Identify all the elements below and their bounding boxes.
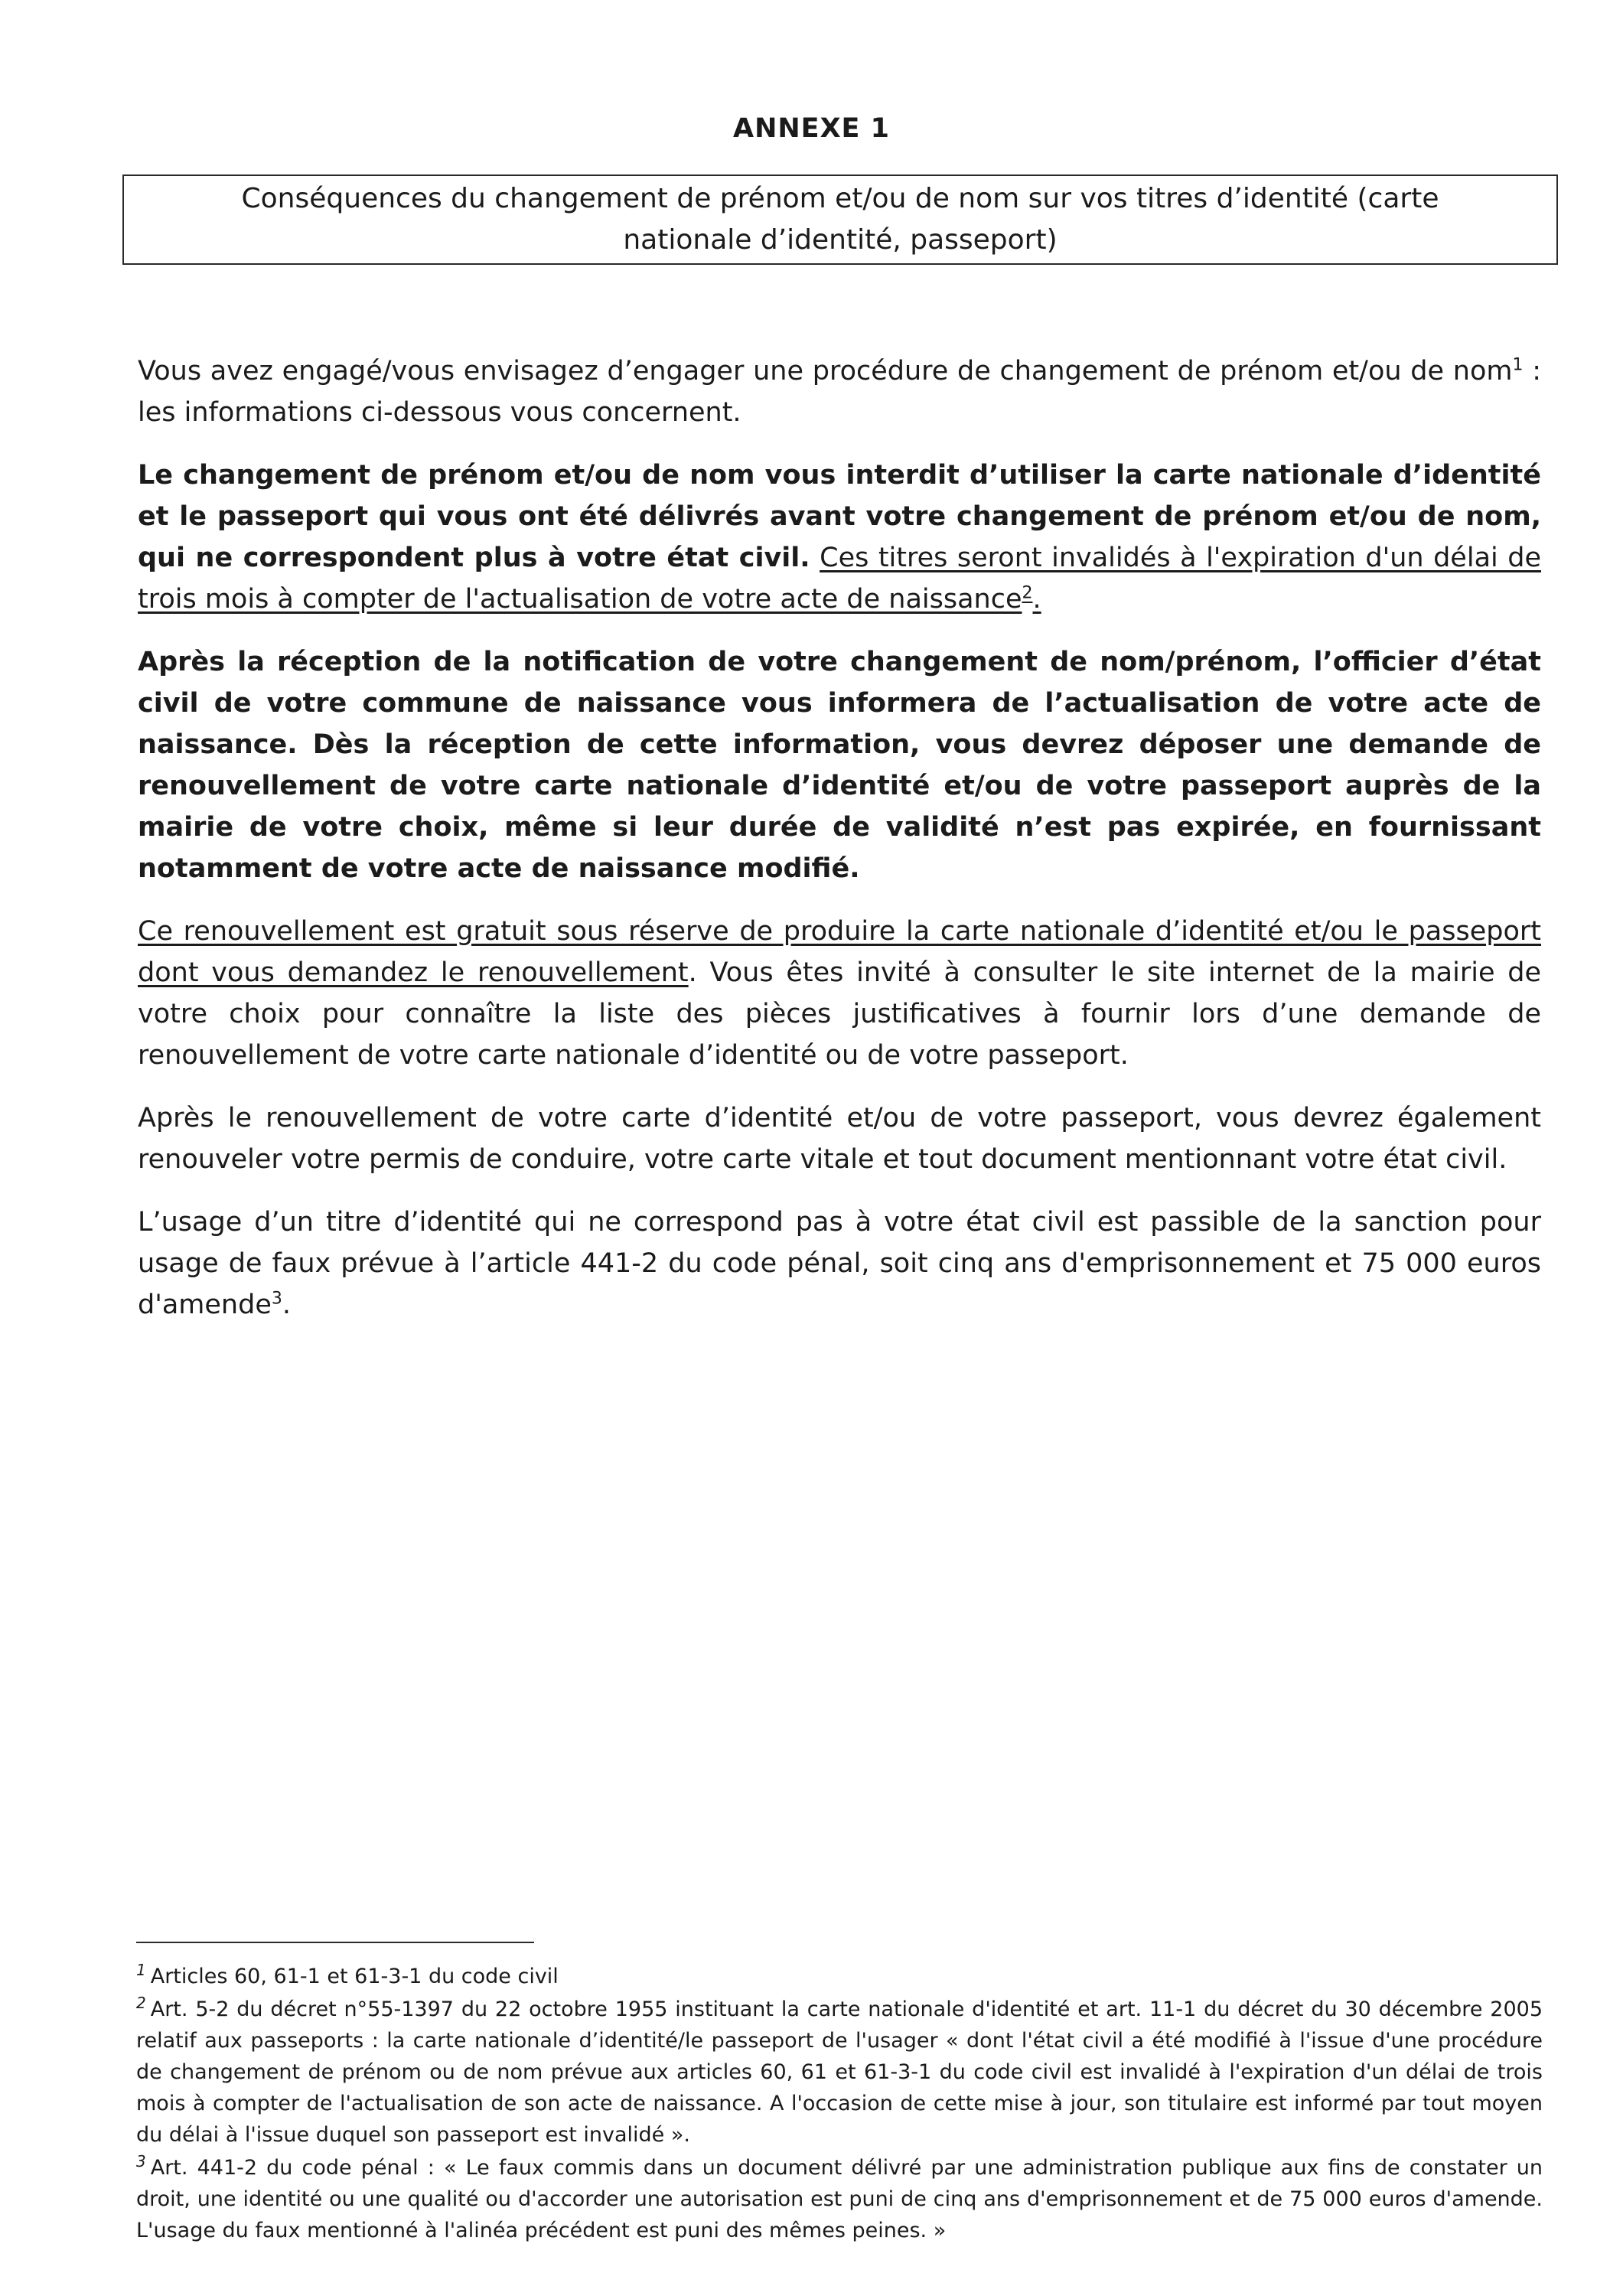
intro-text: Vous avez engagé/vous envisagez d’engager une procédure de changement de prénom et/ou de nom — [138, 356, 1513, 386]
annexe-title: ANNEXE 1 — [732, 113, 890, 144]
footnote-3-text: Art. 441-2 du code pénal : « Le faux commis dans un document délivré par une administration publique aux fins de constater un droit, une identité ou une qualité ou d'accorder une autorisation est puni de cinq ans d'emprisonnement et de 75 000 euros d'amende. L'usage du faux mentionné à l'alinéa précédent est puni des mêmes peines. » — [136, 2156, 1543, 2242]
invalidation-underlined-text: Ces titres seront invalidés à l'expiration d'un délai de trois mois à compter de l'actualisation de votre acte de naissance — [138, 543, 1541, 615]
paragraph-notification — [138, 641, 1541, 889]
footnotes — [136, 1961, 1543, 2248]
renouvellement-underlined-text: Ce renouvellement est gratuit sous réserve de produire la carte nationale d’identité et/ou le passeport dont vous demandez le renouvellement — [138, 916, 1541, 988]
intro-tail: : les informations ci-dessous vous concernent. — [138, 356, 1541, 428]
heading-text: Conséquences du changement de prénom et/ou de nom sur vos titres d’identité (carte nationale d’identité, passeport) — [241, 183, 1439, 256]
footnote-separator — [136, 1942, 534, 1943]
footnote-ref-2: 2 — [1022, 583, 1033, 603]
sanction-end: . — [282, 1290, 291, 1320]
permis-text: Après le renouvellement de votre carte d’identité et/ou de votre passeport, vous devrez également renouveler votre permis de conduire, votre carte vitale et tout document mentionnant votre état civil. — [138, 1103, 1541, 1175]
footnote-2-number: 2 — [136, 1994, 146, 2012]
footnote-ref-3: 3 — [271, 1289, 282, 1309]
paragraph-renouvellement — [138, 911, 1541, 1076]
notification-bold-text: Après la réception de la notification de votre changement de nom/prénom, l’officier d’état civil de votre commune de naissance vous informera de l’actualisation de votre acte de naissance. Dès la réception de cette information, vous devrez déposer une demande de renouvellement de votre carte nationale d’identité et/ou de votre passeport auprès de la mairie de votre choix, même si leur durée de validité n’est pas expirée, en fournissant notamment de votre acte de naissance modifié. — [138, 647, 1541, 884]
renouvellement-rest: . Vous êtes invité à consulter le site internet de la mairie de votre choix pour connaître la liste des pièces justificatives à fournir lors d’une demande de renouvellement de votre carte nationale d’identité ou de votre passeport. — [138, 957, 1541, 1071]
heading-box — [122, 174, 1558, 265]
footnote-ref-1: 1 — [1512, 355, 1524, 375]
paragraph-interdiction — [138, 455, 1541, 620]
paragraph-permis — [138, 1097, 1541, 1180]
footnote-2 — [136, 1994, 1543, 2151]
body-text — [138, 351, 1541, 1347]
footnote-2-text: Art. 5-2 du décret n°55-1397 du 22 octobre 1955 instituant la carte nationale d'identité et art. 11-1 du décret du 30 décembre 2005 relatif aux passeports : la carte nationale d’identité/le passeport de l'usager « dont l'état civil a été modifié à l'issue d'une procédure de changement de prénom ou de nom prévue aux articles 60, 61 et 61-3-1 du code civil est invalidé à l'expiration d'un délai de trois mois à compter de l'actualisation de son acte de naissance. A l'occasion de cette mise à jour, son titulaire est informé par tout moyen du délai à l'issue duquel son passeport est invalidé ». — [136, 1998, 1543, 2147]
invalidation-end: . — [1032, 584, 1041, 615]
paragraph-sanction — [138, 1202, 1541, 1326]
footnote-1-text: Articles 60, 61-1 et 61-3-1 du code civil — [150, 1965, 559, 1988]
footnote-3 — [136, 2152, 1543, 2246]
sanction-text: L’usage d’un titre d’identité qui ne correspond pas à votre état civil est passible de la sanction pour usage de faux prévue à l’article 441-2 du code pénal, soit cinq ans d'emprisonnement et 75 000 euros d'amende — [138, 1207, 1541, 1320]
paragraph-intro — [138, 351, 1541, 433]
footnote-1-number: 1 — [136, 1961, 146, 1979]
footnote-1 — [136, 1961, 1543, 1992]
interdiction-bold-text: Le changement de prénom et/ou de nom vous interdit d’utiliser la carte nationale d’identité et le passeport qui vous ont été délivrés avant votre changement de prénom et/ou de nom, qui ne correspondent plus à votre état civil. — [138, 460, 1541, 573]
footnote-3-number: 3 — [136, 2152, 146, 2170]
